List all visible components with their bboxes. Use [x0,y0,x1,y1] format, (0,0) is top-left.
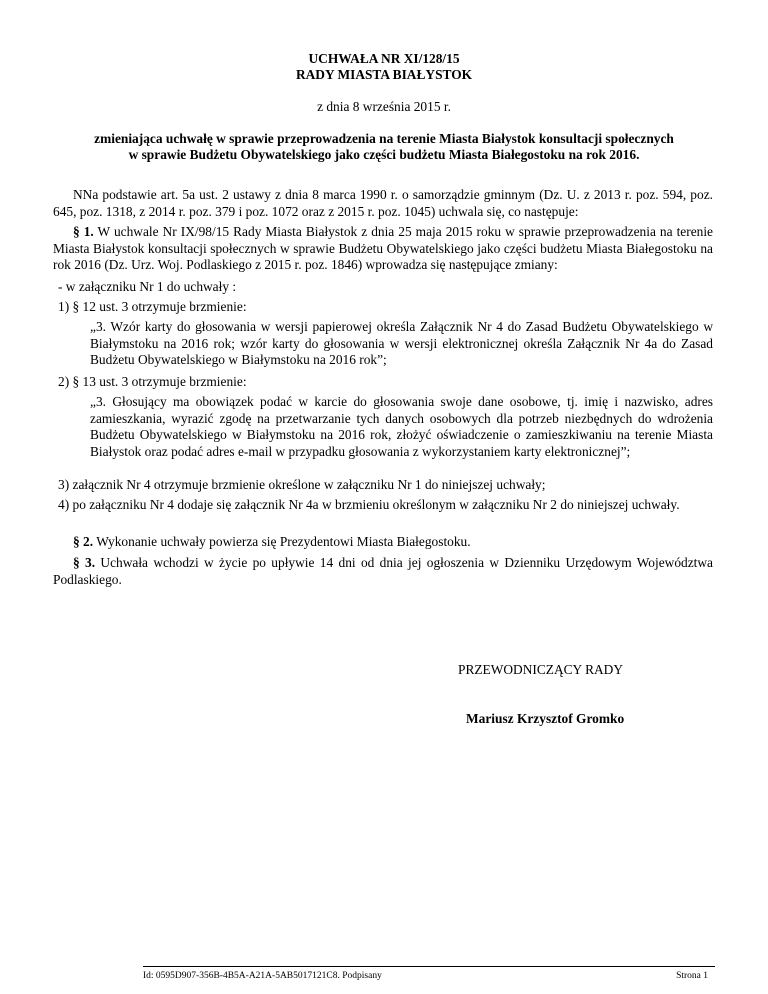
section-2-text: Wykonanie uchwały powierza się Prezydentowi Miasta Białegostoku. [93,534,471,549]
section-3-text: Uchwała wchodzi w życie po upływie 14 dni od dnia jej ogłoszenia w Dzienniku Urzędowym Województwa Podlaskiego. [53,555,713,587]
item-2: 2) § 13 ust. 3 otrzymuje brzmienie: [58,374,247,389]
resolution-date: z dnia 8 września 2015 r. [317,99,451,114]
council-name: RADY MIASTA BIAŁYSTOK [295,67,473,82]
section-2-label: § 2. [73,534,94,549]
resolution-title: UCHWAŁA NR XI/128/15 [308,51,460,66]
section-1-text: W uchwale Nr IX/98/15 Rady Miasta Białystok z dnia 25 maja 2015 roku w sprawie przeprowadzenia na terenie Miasta Białystok konsultacji społecznych w sprawie Budżetu Obywatelskiego jako części budżetu Miasta Białegostoku na rok 2016 (Dz. Urz. Woj. Podlaskiego z 2015 r. poz. 1846) wprowadza się następujące zmiany: [53,224,713,273]
section-3 [53,555,713,588]
signatory-title: PRZEWODNICZĄCY RADY [458,662,624,677]
item-1: 1) § 12 ust. 3 otrzymuje brzmienie: [58,299,247,314]
quote-2: „3. Głosujący ma obowiązek podać w karcie do głosowania swoje dane osobowe, tj. imię i nazwisko, adres zamieszkania, wyrazić zgodę na przetwarzanie tych danych osobowych dla potrzeb niezbędnych do wdrożenia Budżetu Obywatelskiego w Białymstoku na 2016 rok, złożyć oświadczenie o zamieszkiwaniu na terenie Miasta Białystok oraz podać adres e-mail w przypadku głosowania z wykorzystaniem karty elektronicznej”; [90,394,713,459]
quote-1: „3. Wzór karty do głosowania w wersji papierowej określa Załącznik Nr 4 do Zasad Budżetu Obywatelskiego w Białymstoku na 2016 rok; wzór karty do głosowania w wersji elektronicznej określa Załącznik Nr 4a do Zasad Budżetu Obywatelskiego w Białymstoku na 2016 rok”; [90,319,713,368]
page-number: Strona 1 [676,971,708,981]
footer-divider [143,966,715,967]
section-1 [53,224,713,274]
section-3-label: § 3. [73,555,96,570]
preamble: NNa podstawie art. 5a ust. 2 ustawy z dnia 8 marca 1990 r. o samorządzie gminnym (Dz. U. z 2013 r. poz. 594, poz. 645, poz. 1318, z 2014 r. poz. 379 i poz. 1072 oraz z 2015 r. poz. 1045) uchwala się, co następuje: [53,187,713,219]
item-3: 3) załącznik Nr 4 otrzymuje brzmienie określone w załączniku Nr 1 do niniejszej uchwały; [58,477,546,492]
item-4: 4) po załączniku Nr 4 dodaje się załącznik Nr 4a w brzmieniu określonym w załączniku Nr 2 do niniejszej uchwały. [58,497,680,512]
signatory-name: Mariusz Krzysztof Gromko [466,711,625,726]
annex-intro: - w załączniku Nr 1 do uchwały : [58,279,237,294]
subject-line-1: zmieniająca uchwałę w sprawie przeprowadzenia na terenie Miasta Białystok konsultacji społecznych [94,131,674,146]
subject-line-2: w sprawie Budżetu Obywatelskiego jako części budżetu Miasta Białegostoku na rok 2016. [128,147,640,162]
section-1-label: § 1. [73,224,94,239]
section-2 [53,534,713,551]
document-id: Id: 0595D907-356B-4B5A-A21A-5AB5017121C8. Podpisany [143,971,382,981]
